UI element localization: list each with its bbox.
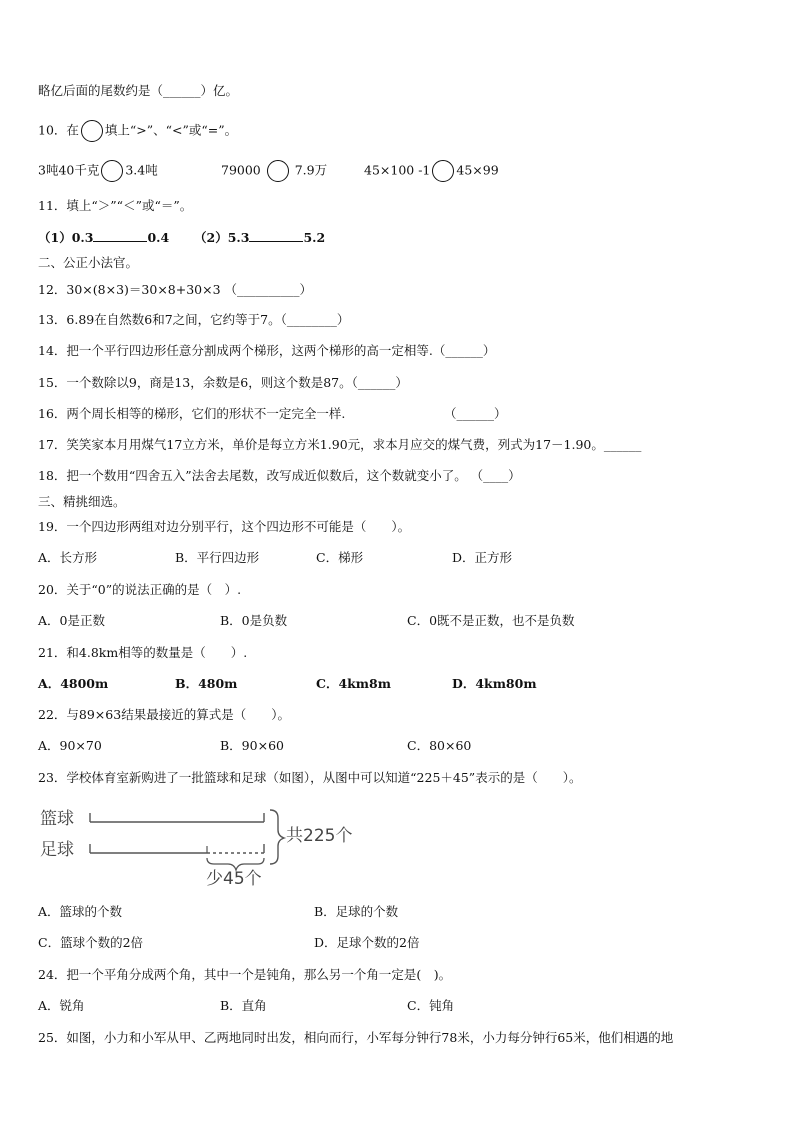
- q16-blank: （______）: [444, 406, 507, 421]
- q16: [38, 406, 507, 422]
- q11-prompt: 11．填上“＞”“＜”或“＝”。: [38, 198, 193, 213]
- q23-prompt: 23．学校体育室新购进了一批篮球和足球（如图），从图中可以知道“225＋45”表示的是（ ）。: [38, 770, 582, 785]
- q10-prompt-b: 填上“>”、“<”或“=”。: [104, 122, 238, 138]
- football-label: 足球: [40, 840, 74, 860]
- q19-option-b[interactable]: B．平行四边形: [175, 550, 260, 565]
- q10-item-3-answer-circle[interactable]: [432, 160, 454, 182]
- q24-option-a[interactable]: A．锐角: [38, 998, 85, 1013]
- q11-part-1-right: 0.4: [147, 230, 170, 245]
- q21-option-d[interactable]: D．4km80m: [452, 676, 537, 691]
- q11-part-1-label: （1）0.3: [38, 230, 94, 245]
- q10-item-2-left: 79000: [221, 162, 261, 178]
- section-3-heading: 三、精挑细选。: [38, 494, 126, 509]
- q10-item-1-left: 3吨40千克: [38, 162, 100, 178]
- q23-bar-diagram: [38, 800, 368, 890]
- q13: 13．6.89在自然数6和7之间，它约等于7。（________）: [38, 312, 350, 327]
- q10-item-2: [221, 160, 327, 182]
- q24-prompt: 24．把一个平角分成两个角，其中一个是钝角，那么另一个角一定是( )。: [38, 967, 452, 982]
- section-2-heading: 二、公正小法官。: [38, 255, 139, 270]
- q10-item-2-answer-circle[interactable]: [267, 160, 289, 182]
- q10-item-1: [38, 160, 158, 182]
- total-brace: [270, 810, 284, 864]
- q11-part-2-right: 5.2: [303, 230, 326, 245]
- q10-item-1-right: 3.4吨: [125, 162, 158, 178]
- q21-prompt: 21．和4.8km相等的数量是（ ）.: [38, 645, 248, 660]
- q22-option-a[interactable]: A．90×70: [38, 738, 102, 753]
- q21-option-b[interactable]: B．480m: [175, 676, 238, 691]
- q22-option-c[interactable]: C．80×60: [407, 738, 472, 753]
- basketball-label: 篮球: [40, 809, 74, 829]
- q23-option-b[interactable]: B．足球的个数: [314, 904, 399, 919]
- q15: 15．一个数除以9，商是13，余数是6，则这个数是87。（______）: [38, 375, 408, 390]
- q17: 17．笑笑家本月用煤气17立方米，单价是每立方米1.90元，求本月应交的煤气费，列式为17－1.90。______: [38, 437, 642, 452]
- q11-part-1-blank[interactable]: [93, 229, 147, 242]
- q22-prompt: 22．与89×63结果最接近的算式是（ ）。: [38, 707, 290, 722]
- q21-option-a[interactable]: A．4800m: [38, 676, 109, 691]
- q10-item-1-answer-circle[interactable]: [101, 160, 123, 182]
- q11-part-2: [194, 229, 325, 246]
- q21-option-c[interactable]: C．4km8m: [316, 676, 391, 691]
- q19-prompt: 19．一个四边形两组对边分别平行，这个四边形不可能是（ ）。: [38, 519, 411, 534]
- q19-option-a[interactable]: A．长方形: [38, 550, 98, 565]
- less-label: 少45个: [206, 869, 262, 889]
- q18: 18．把一个数用“四舍五入”法舍去尾数，改写成近似数后，这个数就变小了。 （____）: [38, 468, 521, 483]
- q25-prompt: 25．如图，小力和小军从甲、乙两地同时出发，相向而行，小军每分钟行78米，小力每分钟行65米，他们相遇的地: [38, 1030, 674, 1045]
- q11-part-2-label: （2）5.3: [194, 230, 250, 245]
- q10-item-3-right: 45×99: [456, 162, 499, 178]
- q9-tail: 略亿后面的尾数约是（______）亿。: [38, 83, 239, 98]
- q19-option-c[interactable]: C．梯形: [316, 550, 364, 565]
- q20-prompt: 20．关于“0”的说法正确的是（ ）.: [38, 582, 242, 597]
- q23-option-d[interactable]: D．足球个数的2倍: [314, 935, 420, 950]
- q20-option-b[interactable]: B．0是负数: [220, 613, 288, 628]
- q16-text: 16．两个周长相等的梯形，它们的形状不一定完全一样.: [38, 406, 346, 421]
- q23-option-a[interactable]: A．篮球的个数: [38, 904, 123, 919]
- q11-part-1: [38, 229, 169, 246]
- q24-option-c[interactable]: C．钝角: [407, 998, 455, 1013]
- q10-item-2-right: 7.9万: [294, 162, 328, 178]
- q10-prompt: [38, 120, 237, 142]
- q23-option-c[interactable]: C．篮球个数的2倍: [38, 935, 144, 950]
- q10-item-3-left: 45×100 -1: [364, 162, 431, 178]
- q20-option-c[interactable]: C．0既不是正数，也不是负数: [407, 613, 575, 628]
- q10-item-3: [364, 160, 499, 182]
- q20-option-a[interactable]: A．0是正数: [38, 613, 105, 628]
- q24-option-b[interactable]: B．直角: [220, 998, 267, 1013]
- total-label: 共225个: [286, 826, 353, 846]
- q14: 14．把一个平行四边形任意分割成两个梯形，这两个梯形的高一定相等.（______）: [38, 343, 496, 358]
- q12: 12．30×(8×3)＝30×8+30×3 （__________）: [38, 282, 313, 297]
- q11-part-2-blank[interactable]: [249, 229, 303, 242]
- q10-prompt-a: 10．在: [38, 122, 79, 138]
- q19-option-d[interactable]: D．正方形: [452, 550, 513, 565]
- q22-option-b[interactable]: B．90×60: [220, 738, 284, 753]
- compare-circle-icon: [81, 120, 103, 142]
